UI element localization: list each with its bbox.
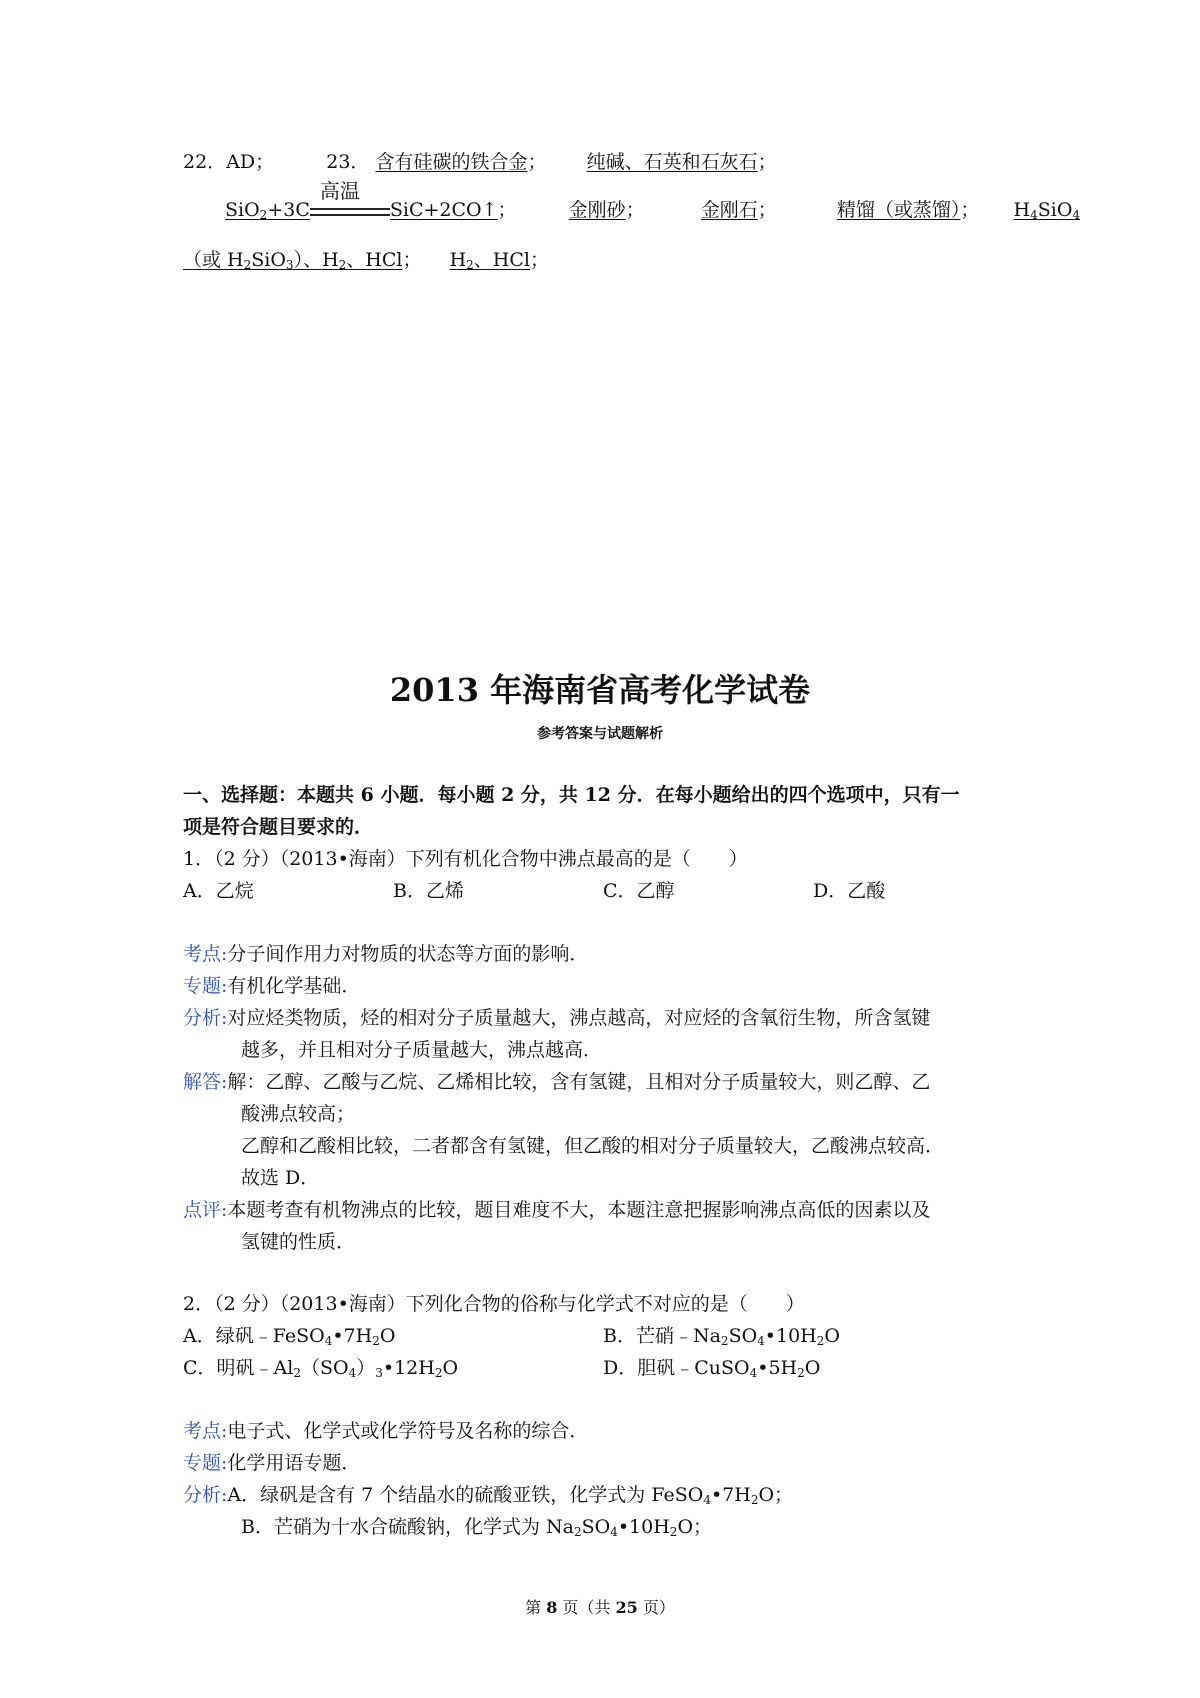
formula-part: SiO bbox=[251, 249, 286, 271]
section-heading-line-2: 项是符合题目要求的． bbox=[183, 816, 374, 838]
answer-23-blank-1: 含有硅碳的铁合金 bbox=[375, 151, 528, 173]
q1-dianping bbox=[183, 1194, 930, 1226]
reaction-equation bbox=[225, 179, 498, 222]
formula-part: •12H bbox=[382, 1357, 435, 1379]
separator: ； bbox=[960, 199, 980, 221]
subscript: 2 bbox=[293, 1366, 301, 1380]
separator: ； bbox=[757, 199, 777, 221]
q2-option-c bbox=[183, 1352, 458, 1384]
kaodian-label: 考点: bbox=[183, 1420, 228, 1442]
formula-part: •5H bbox=[757, 1357, 798, 1379]
footer-text: 第 bbox=[525, 1598, 547, 1617]
subscript: 2 bbox=[797, 1366, 805, 1380]
section-heading-line-1: 一、选择题：本题共 6 小题．每小题 2 分，共 12 分．在每小题给出的四个选项中，只有一 bbox=[183, 784, 960, 806]
page-subtitle: 参考答案与试题解析 bbox=[537, 726, 663, 742]
subscript: 4 bbox=[1072, 208, 1081, 222]
separator: ； bbox=[527, 151, 547, 173]
q1-zhuanti bbox=[183, 970, 360, 1002]
q2-option-d bbox=[603, 1352, 820, 1384]
dianping-text: 本题考查有机物沸点的比较，题目难度不大，本题注意把握影响沸点高低的因素以及 bbox=[227, 1199, 931, 1221]
formula-part: SiO bbox=[1037, 199, 1073, 221]
q1-option-a: A．乙烷 bbox=[183, 880, 254, 902]
formula-part: •7H bbox=[710, 1484, 751, 1506]
formula-part: B．芒硝﹣Na bbox=[603, 1325, 721, 1347]
formula-part: SiO bbox=[225, 199, 260, 221]
footer-text: 页） bbox=[637, 1598, 675, 1617]
q1-fenxi-cont: 越多，并且相对分子质量越大，沸点越高． bbox=[241, 1039, 603, 1061]
subscript: 2 bbox=[372, 1334, 380, 1348]
kaodian-label: 考点: bbox=[183, 943, 228, 965]
formula-part: H bbox=[1013, 199, 1031, 221]
subscript: 4 bbox=[1030, 208, 1038, 222]
q2-stem: 2．（2 分）（2013•海南）下列化合物的俗称与化学式不对应的是（ ） bbox=[183, 1293, 805, 1315]
subscript: 2 bbox=[573, 1525, 582, 1539]
answer-23-number: 23． bbox=[326, 151, 370, 173]
page-number: 8 bbox=[546, 1598, 558, 1617]
separator: ； bbox=[757, 151, 777, 173]
page-footer bbox=[0, 1595, 1200, 1618]
formula-part: 、HCl bbox=[346, 249, 403, 271]
q1-kaodian bbox=[183, 938, 588, 970]
answer-blank-3: 金刚砂 bbox=[568, 199, 626, 221]
kaodian-text: 分子间作用力对物质的状态等方面的影响． bbox=[227, 943, 589, 965]
formula-part: SO bbox=[581, 1516, 611, 1538]
q1-dianping-cont: 氢键的性质． bbox=[241, 1231, 356, 1253]
reaction-condition-sign bbox=[310, 179, 390, 221]
kaodian-text: 电子式、化学式或化学符号及名称的综合． bbox=[227, 1420, 589, 1442]
subscript: 2 bbox=[243, 258, 252, 272]
formula-part: B．芒硝为十水合硫酸钠，化学式为 Na bbox=[241, 1516, 574, 1538]
footer-text: 页（共 bbox=[557, 1598, 616, 1617]
q1-stem: 1．（2 分）（2013•海南）下列有机化合物中沸点最高的是（ ） bbox=[183, 848, 748, 870]
formula-part: H bbox=[449, 249, 467, 271]
formula-part: A．绿矾是含有 7 个结晶水的硫酸亚铁，化学式为 FeSO bbox=[227, 1484, 704, 1506]
fenxi-label: 分析: bbox=[183, 1007, 228, 1029]
answer-line-3 bbox=[183, 244, 549, 276]
separator: ； bbox=[402, 249, 422, 271]
page-title: 2013 年海南省高考化学试卷 bbox=[389, 671, 811, 709]
answer-22: 22．AD； bbox=[183, 151, 275, 173]
subscript: 2 bbox=[720, 1334, 729, 1348]
q2-kaodian bbox=[183, 1415, 588, 1447]
zhuanti-label: 专题: bbox=[183, 1452, 228, 1474]
formula-part: O； bbox=[677, 1516, 713, 1538]
subscript: 4 bbox=[703, 1493, 711, 1507]
q2-fenxi-b bbox=[241, 1511, 712, 1543]
q1-fenxi bbox=[183, 1002, 930, 1034]
subscript: 2 bbox=[669, 1525, 678, 1539]
q2-option-b bbox=[603, 1320, 840, 1352]
q2-fenxi bbox=[183, 1479, 793, 1511]
formula-part: •10H bbox=[617, 1516, 670, 1538]
formula-part: ）、H bbox=[293, 249, 339, 271]
subscript: 2 bbox=[816, 1334, 825, 1348]
answer-blank-7 bbox=[450, 249, 530, 271]
subscript: 4 bbox=[610, 1525, 618, 1539]
subscript: 3 bbox=[375, 1366, 383, 1380]
fenxi-text: 对应烃类物质，烃的相对分子质量越大，沸点越高，对应烃的含氧衍生物，所含氢键 bbox=[227, 1007, 931, 1029]
answer-23-blank-2: 纯碱、石英和石灰石 bbox=[586, 151, 758, 173]
q2-option-a bbox=[183, 1320, 395, 1352]
subscript: 2 bbox=[750, 1493, 759, 1507]
formula-part: +3C bbox=[267, 199, 310, 221]
formula-part: C．明矾﹣Al bbox=[183, 1357, 294, 1379]
page-total: 25 bbox=[615, 1598, 638, 1617]
formula-part: 、HCl bbox=[473, 249, 530, 271]
equals-bars bbox=[310, 208, 390, 216]
formula-part: •7H bbox=[332, 1325, 373, 1347]
answer-blank-5: 精馏（或蒸馏） bbox=[836, 199, 961, 221]
q1-jieda-cont-2: 乙醇和乙酸相比较，二者都含有氢键，但乙酸的相对分子质量较大，乙酸沸点较高． bbox=[241, 1135, 945, 1157]
zhuanti-label: 专题: bbox=[183, 975, 228, 997]
answer-line-1 bbox=[183, 146, 777, 178]
subscript: 4 bbox=[348, 1366, 357, 1380]
formula-part: O bbox=[442, 1357, 459, 1379]
jieda-text: 解：乙醇、乙酸与乙烷、乙烯相比较，含有氢键，且相对分子质量较大，则乙醇、乙 bbox=[227, 1071, 931, 1093]
answer-line-2 bbox=[225, 179, 1081, 226]
subscript: 4 bbox=[324, 1334, 333, 1348]
formula-part: （或 H bbox=[183, 249, 244, 271]
formula-part: （SO bbox=[300, 1357, 349, 1379]
q1-jieda-cont-1: 酸沸点较高； bbox=[241, 1103, 356, 1125]
formula-part: D．胆矾﹣CuSO bbox=[603, 1357, 750, 1379]
answer-blank-4: 金刚石 bbox=[700, 199, 758, 221]
q1-option-b: B．乙烯 bbox=[393, 880, 464, 902]
reaction-condition: 高温 bbox=[319, 179, 360, 203]
q1-option-c: C．乙醇 bbox=[603, 880, 675, 902]
subscript: 2 bbox=[466, 258, 474, 272]
zhuanti-text: 化学用语专题． bbox=[227, 1452, 361, 1474]
subscript: 4 bbox=[749, 1366, 758, 1380]
answer-blank-6 bbox=[1014, 199, 1081, 221]
formula-part: ） bbox=[356, 1357, 376, 1379]
q1-jieda-cont-3: 故选 D． bbox=[241, 1167, 320, 1189]
subscript: 2 bbox=[259, 208, 268, 222]
formula-part: O bbox=[824, 1325, 840, 1347]
q1-option-d: D．乙酸 bbox=[813, 880, 886, 902]
dianping-label: 点评: bbox=[183, 1199, 228, 1221]
formula-part: O bbox=[379, 1325, 396, 1347]
subscript: 4 bbox=[757, 1334, 765, 1348]
q2-zhuanti bbox=[183, 1447, 360, 1479]
formula-part: O bbox=[804, 1357, 821, 1379]
subscript: 2 bbox=[434, 1366, 443, 1380]
subscript: 3 bbox=[285, 258, 294, 272]
formula-part: SO bbox=[728, 1325, 758, 1347]
separator: ； bbox=[625, 199, 645, 221]
separator: ； bbox=[497, 199, 517, 221]
q1-jieda bbox=[183, 1066, 930, 1098]
separator: ； bbox=[529, 249, 549, 271]
formula-part: A．绿矾﹣FeSO bbox=[183, 1325, 325, 1347]
formula-part: •10H bbox=[764, 1325, 817, 1347]
answer-blank-6-cont bbox=[183, 249, 402, 271]
formula-part: SiC+2CO↑ bbox=[389, 199, 498, 221]
fenxi-label: 分析: bbox=[183, 1484, 228, 1506]
zhuanti-text: 有机化学基础． bbox=[227, 975, 361, 997]
jieda-label: 解答: bbox=[183, 1071, 228, 1093]
subscript: 2 bbox=[338, 258, 347, 272]
formula-part: O； bbox=[758, 1484, 794, 1506]
